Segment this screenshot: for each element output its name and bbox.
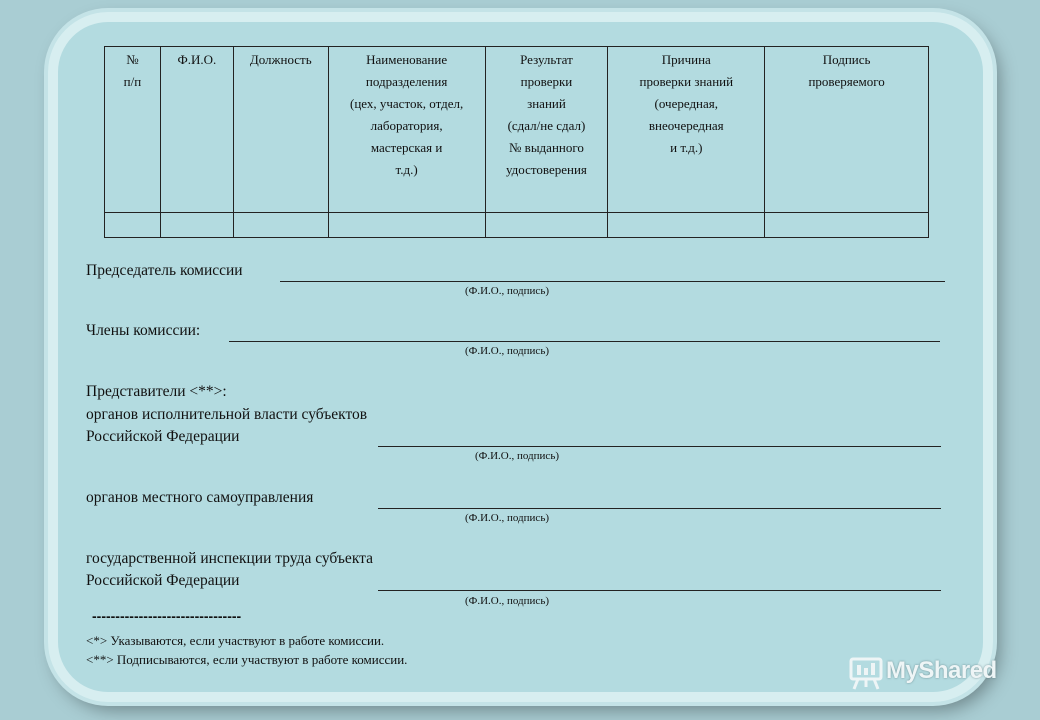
table-cell (160, 213, 233, 238)
members-signature-hint: (Ф.И.О., подпись) (465, 345, 549, 357)
table-cell (485, 213, 608, 238)
members-label: Члены комиссии: (86, 322, 201, 339)
exec-power-signature-hint: (Ф.И.О., подпись) (475, 450, 559, 462)
representatives-label: Представители <**>: (86, 383, 227, 400)
header-reason-text: Причина проверки знаний (очередная, внеочередная и т.д.) (639, 52, 734, 155)
table-row (105, 213, 929, 238)
header-position (233, 47, 328, 213)
chairman-label: Председатель комиссии (86, 262, 243, 279)
table-cell (608, 213, 765, 238)
header-position-text: Должность (249, 52, 312, 67)
header-signature-text: Подпись проверяемого (808, 52, 885, 89)
header-fio (160, 47, 233, 213)
myshared-logo (848, 655, 1008, 695)
table-header-row (105, 47, 929, 213)
header-result (485, 47, 608, 213)
chairman-signature-hint: (Ф.И.О., подпись) (465, 285, 549, 297)
labor-inspection-signature-hint: (Ф.И.О., подпись) (465, 595, 549, 607)
header-number (105, 47, 161, 213)
labor-inspection-signature-line[interactable] (378, 590, 941, 591)
myshared-logo-text: MyShared (886, 657, 997, 684)
header-department-text: Наименование подразделения (цех, участок, отдел, лаборатория, мастерская и т.д.) (349, 52, 464, 177)
presentation-board-icon (848, 655, 884, 691)
header-reason (608, 47, 765, 213)
members-signature-line[interactable] (229, 341, 940, 342)
table-cell (105, 213, 161, 238)
header-fio-text: Ф.И.О. (177, 52, 217, 67)
table-cell (233, 213, 328, 238)
local-gov-signature-hint: (Ф.И.О., подпись) (465, 512, 549, 524)
header-result-text: Результат проверки знаний (сдал/не сдал) № выданного удостоверения (506, 52, 587, 177)
table-cell (328, 213, 485, 238)
chairman-signature-line[interactable] (280, 281, 945, 282)
header-signature (765, 47, 929, 213)
footnote-separator: -------------------------------- (92, 608, 242, 624)
footnote-2: <**> Подписываются, если участвуют в работе комиссии. (86, 652, 408, 667)
exec-power-label-line2: Российской Федерации (86, 428, 240, 445)
labor-inspection-label-line2: Российской Федерации (86, 572, 240, 589)
exec-power-signature-line[interactable] (378, 446, 941, 447)
header-department (328, 47, 485, 213)
labor-inspection-label-line1: государственной инспекции труда субъекта (86, 550, 373, 567)
local-gov-label: органов местного самоуправления (86, 489, 314, 506)
exec-power-label-line1: органов исполнительной власти субъектов (86, 406, 368, 423)
footnote-1: <*> Указываются, если участвуют в работе комиссии. (86, 633, 385, 648)
header-number-text: № п/п (123, 52, 142, 89)
knowledge-check-table (104, 46, 929, 238)
table-cell (765, 213, 929, 238)
local-gov-signature-line[interactable] (378, 508, 941, 509)
